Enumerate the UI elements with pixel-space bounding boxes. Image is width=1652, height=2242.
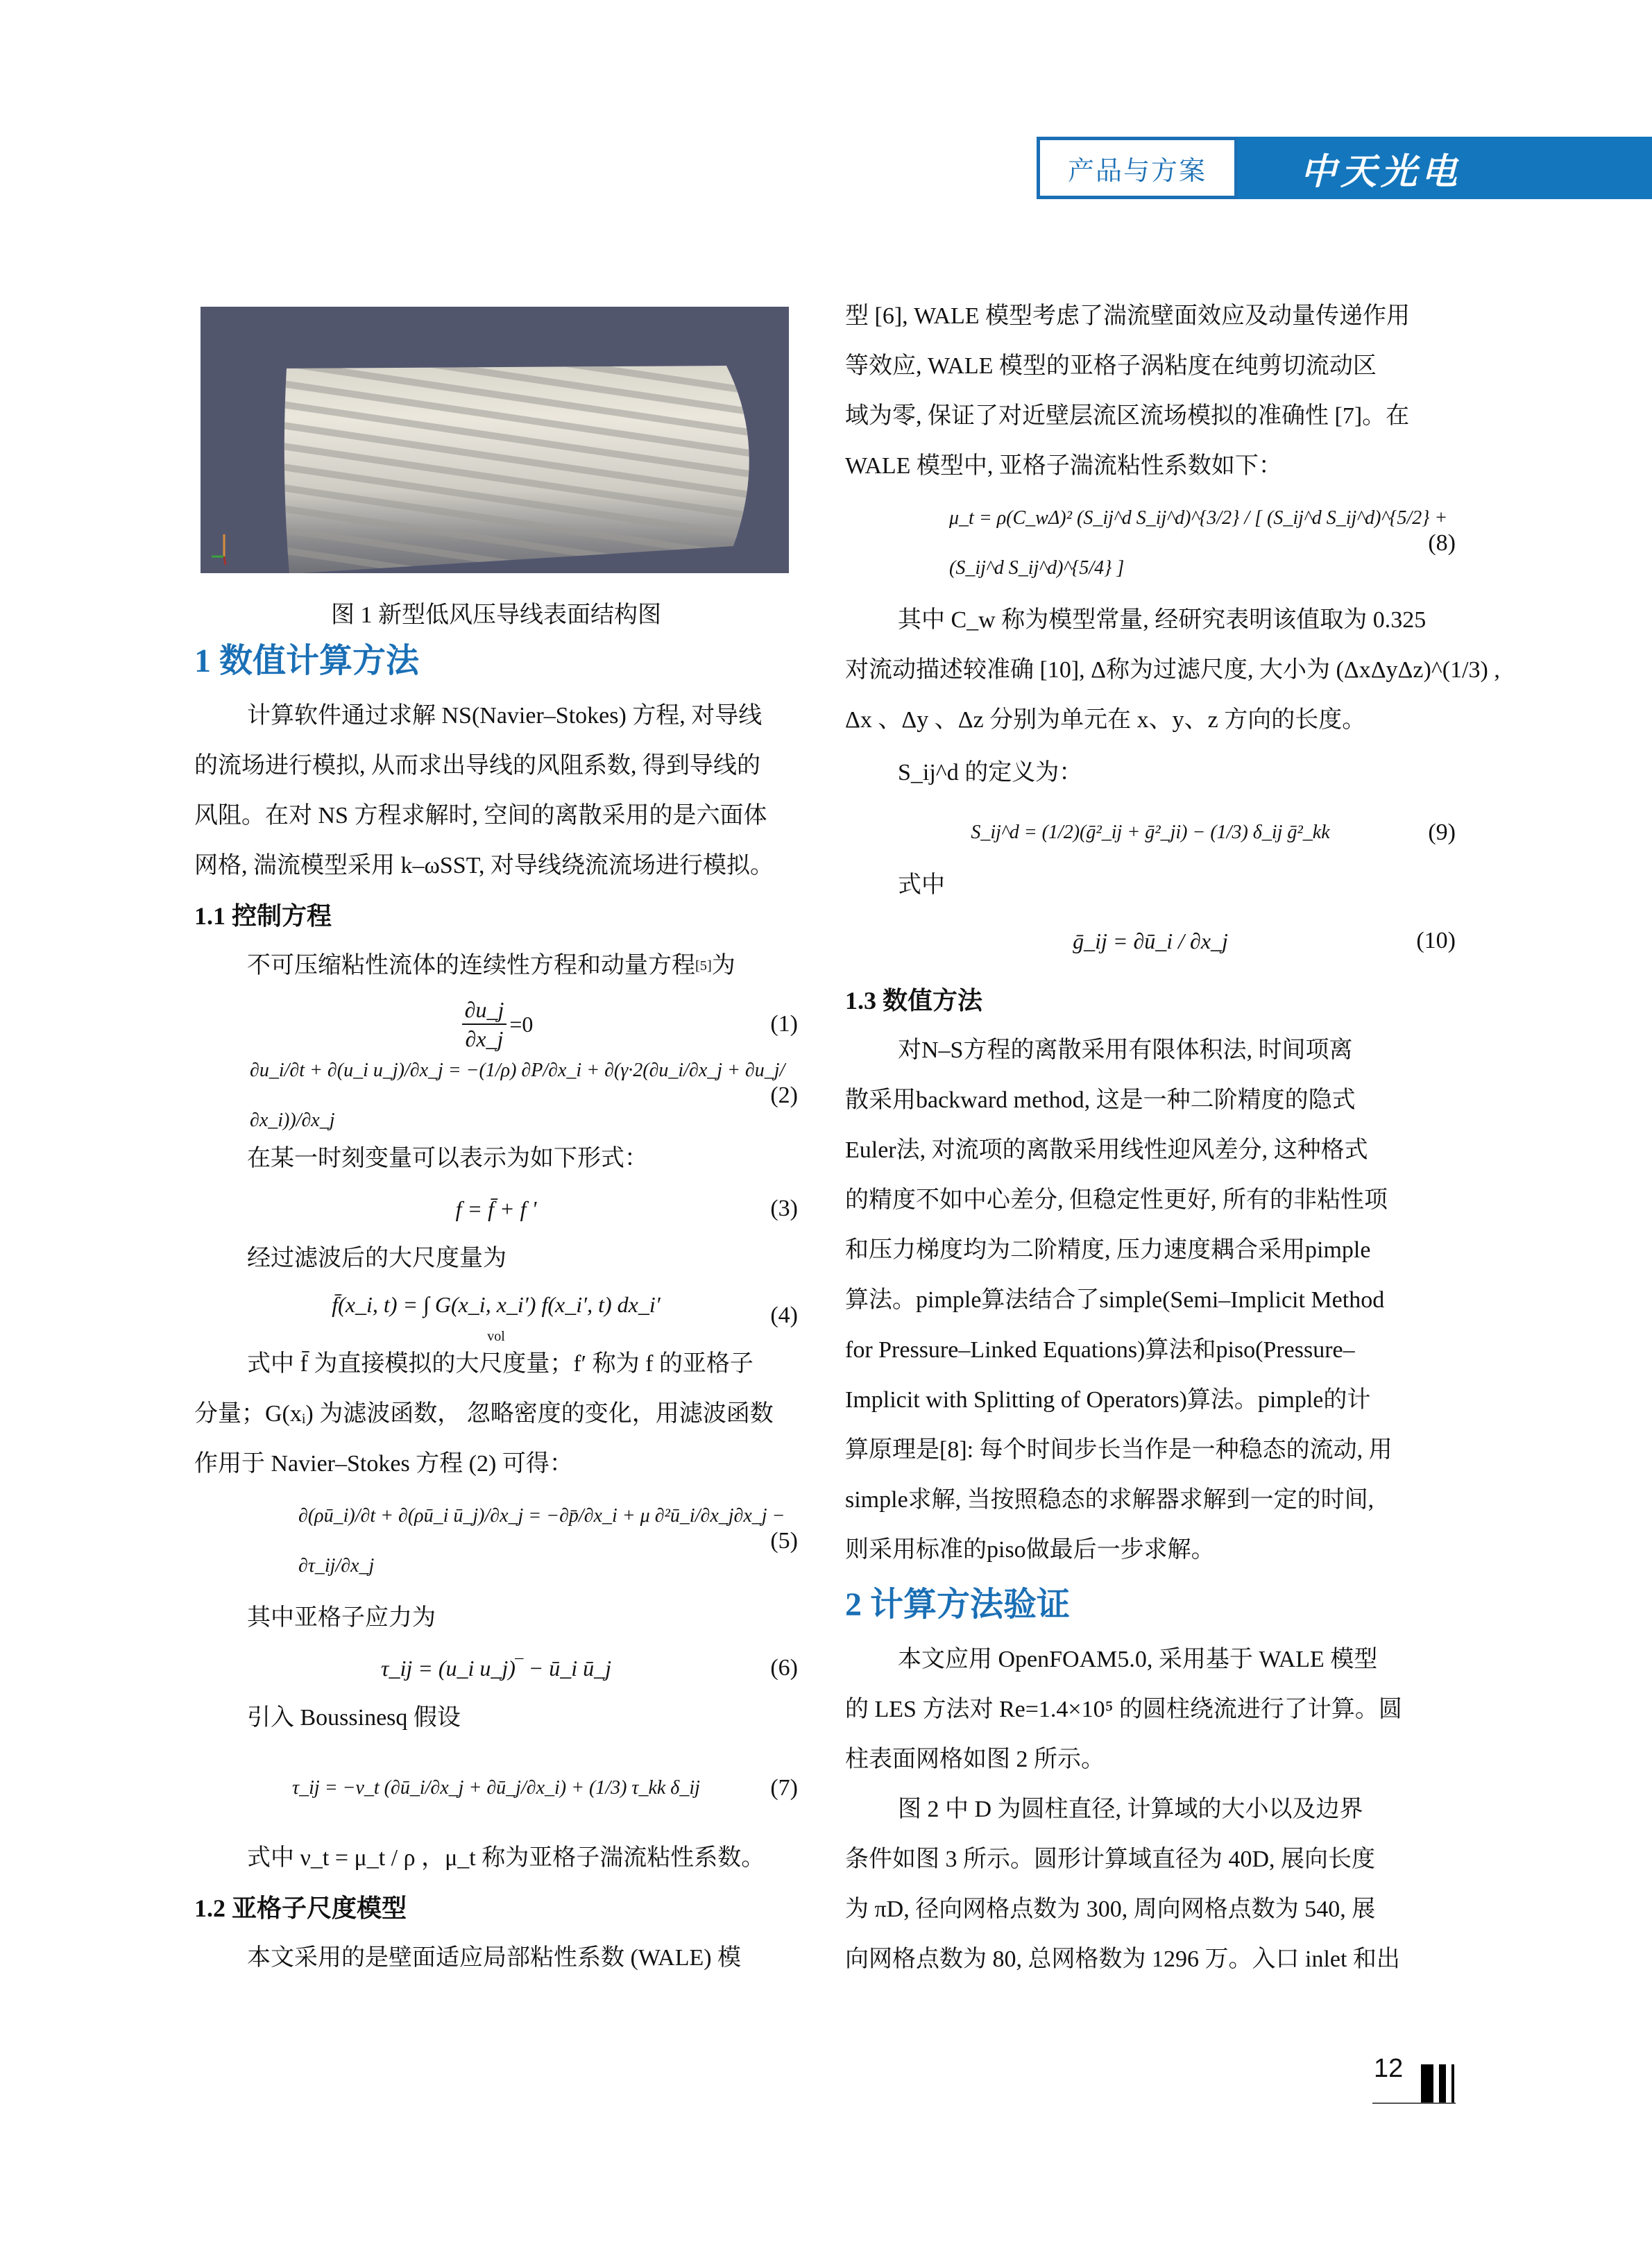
paragraph-line: Δx 、Δy 、Δz 分别为单元在 x、y、z 方向的长度。 xyxy=(845,707,1366,733)
paragraph-line: 的精度不如中心差分, 但稳定性更好, 所有的非粘性项 xyxy=(845,1187,1388,1213)
paragraph-line: Implicit with Splitting of Operators)算法。pimple的计 xyxy=(845,1387,1371,1413)
equation-number: (8) xyxy=(1428,530,1456,556)
paragraph-line: 柱表面网格如图 2 所示。 xyxy=(845,1747,1105,1772)
paragraph-line: 算原理是[8]: 每个时间步长当作是一种稳态的流动, 用 xyxy=(845,1437,1393,1463)
paragraph-line: S_ij^d 的定义为： xyxy=(898,760,1083,785)
paragraph-line: 等效应, WALE 模型的亚格子涡粘度在纯剪切流动区 xyxy=(845,353,1377,379)
equation-body: f̄(x_i, t) = ∫ G(x_i, x_i′) f(x_i′, t) dx_i′ xyxy=(332,1292,661,1317)
citation: [5] xyxy=(695,958,712,974)
paragraph-line: WALE 模型中, 亚格子湍流粘性系数如下： xyxy=(845,453,1282,479)
section-label xyxy=(1037,137,1238,199)
left-column xyxy=(194,631,798,1983)
page-bar-decoration xyxy=(1451,2064,1454,2103)
paragraph-line: 对流动描述较准确 [10], Δ称为过滤尺度, 大小为 (ΔxΔyΔz)^(1/3) , xyxy=(845,657,1500,683)
equation-body: f = f̄ + f ' xyxy=(455,1196,537,1221)
equation-5 xyxy=(194,1489,798,1593)
equation-9 xyxy=(845,801,1456,865)
subsection-1-1-heading: 1.1 控制方程 xyxy=(194,902,332,930)
brand-banner xyxy=(1238,137,1652,199)
section-label-text: 产品与方案 xyxy=(1067,155,1207,186)
numerator: ∂u_j xyxy=(462,996,507,1025)
denominator: ∂x_j xyxy=(465,1026,504,1051)
equation-4 xyxy=(194,1284,798,1344)
paragraph-line: 算法。pimple算法结合了simple(Semi–Implicit Method xyxy=(845,1287,1385,1313)
equation-8 xyxy=(845,491,1456,595)
paragraph-line: 对N–S方程的离散采用有限体积法, 时间项离 xyxy=(898,1037,1353,1063)
equation-body: ḡ_ij = ∂ū_i / ∂x_j xyxy=(1073,928,1228,953)
equation-number: (2) xyxy=(770,1082,798,1108)
paragraph-line: for Pressure–Linked Equations)算法和piso(Pressure– xyxy=(845,1337,1355,1363)
equation-number: (5) xyxy=(770,1528,798,1554)
equation-number: (3) xyxy=(770,1196,798,1221)
paragraph-line: 则采用标准的piso做最后一步求解。 xyxy=(845,1537,1215,1563)
paragraph-line: 作用于 Navier–Stokes 方程 (2) 可得： xyxy=(194,1451,573,1477)
subsection-1-2-heading: 1.2 亚格子尺度模型 xyxy=(194,1894,407,1922)
page-number: 12 xyxy=(1374,2054,1404,2083)
paragraph-line: 本文应用 OpenFOAM5.0, 采用基于 WALE 模型 xyxy=(898,1647,1378,1672)
paragraph-line: 在某一时刻变量可以表示为如下形式： xyxy=(247,1146,648,1171)
section-1-heading: 1 数值计算方法 xyxy=(194,643,420,679)
paragraph-line: 风阻。在对 NS 方程求解时, 空间的离散采用的是六面体 xyxy=(194,803,767,829)
axes-triad-icon xyxy=(209,529,237,570)
paragraph-line: 式中 f̄ 为直接模拟的大尺度量；f′ 称为 f 的亚格子 xyxy=(247,1351,753,1377)
integral-subscript: vol xyxy=(487,1329,505,1344)
equation-number: (9) xyxy=(1428,819,1456,845)
figure-1-image xyxy=(201,307,789,573)
equation-2 xyxy=(194,1058,798,1134)
paragraph-line: simple求解, 当按照稳态的求解器求解到一定的时间, xyxy=(845,1487,1374,1513)
equation-rhs: =0 xyxy=(509,1012,534,1037)
equation-number: (6) xyxy=(770,1655,798,1681)
subsection-1-3-heading: 1.3 数值方法 xyxy=(845,987,983,1014)
paragraph-line: Euler法, 对流项的离散采用线性迎风差分, 这种格式 xyxy=(845,1137,1368,1163)
equation-body: τ_ij = (u_i u_j)‾ − ū_i ū_j xyxy=(381,1656,611,1681)
text: 不可压缩粘性流体的连续性方程和动量方程 xyxy=(247,953,695,978)
paragraph-line: 散采用backward method, 这是一种二阶精度的隐式 xyxy=(845,1087,1356,1113)
paragraph-line: 域为零, 保证了对近壁层流区流场模拟的准确性 [7]。在 xyxy=(845,403,1410,429)
fraction xyxy=(462,996,507,1053)
twisted-conductor-render xyxy=(282,366,761,573)
paragraph-line: 的 LES 方法对 Re=1.4×10⁵ 的圆柱绕流进行了计算。圆 xyxy=(845,1697,1402,1722)
paragraph-line: 计算软件通过求解 NS(Navier–Stokes) 方程, 对导线 xyxy=(247,703,763,729)
paragraph-line: 分量；G(xᵢ) 为滤波函数， 忽略密度的变化，用滤波函数 xyxy=(194,1401,774,1427)
paragraph-line: 引入 Boussinesq 假设 xyxy=(247,1705,461,1731)
equation-10 xyxy=(845,906,1456,976)
figure-1-caption: 图 1 新型低风压导线表面结构图 xyxy=(331,602,661,628)
equation-body: μ_t = ρ(C_wΔ)² (S_ij^d S_ij^d)^{3/2} / [ (S_ij^d S_ij^d)^{5/2} + (S_ij^d S_ij^d)^{5/4} ] xyxy=(949,507,1448,579)
paragraph-line: 其中亚格子应力为 xyxy=(247,1605,436,1631)
paragraph-line: 网格, 湍流模型采用 k–ωSST, 对导线绕流流场进行模拟。 xyxy=(194,853,774,878)
paragraph-line: 式中 ν_t = μ_t / ρ ，μ_t 称为亚格子湍流粘性系数。 xyxy=(247,1845,765,1871)
paragraph-line: 本文采用的是壁面适应局部粘性系数 (WALE) 模 xyxy=(247,1945,742,1971)
text: 为 xyxy=(711,953,735,978)
paragraph-line: 型 [6], WALE 模型考虑了湍流壁面效应及动量传递作用 xyxy=(845,303,1411,329)
equation-3 xyxy=(194,1184,798,1234)
paragraph-line: 向网格点数为 80, 总网格数为 1296 万。入口 inlet 和出 xyxy=(845,1946,1400,1972)
brand-logo-text: 中天光电 xyxy=(1300,150,1462,193)
equation-number: (10) xyxy=(1416,928,1456,953)
paragraph-line: 为 πD, 径向网格点数为 300, 周向网格点数为 540, 展 xyxy=(845,1896,1376,1922)
equation-body: ∂(ρū_i)/∂t + ∂(ρū_i ū_j)/∂x_j = −∂p̄/∂x_i + μ ∂²ū_i/∂x_j∂x_j − ∂τ_ij/∂x_j xyxy=(298,1505,785,1577)
equation-body: S_ij^d = (1/2)(ḡ²_ij + ḡ²_ji) − (1/3) δ_ij ḡ²_kk xyxy=(971,822,1330,843)
page-footer-rule xyxy=(1372,2103,1456,2104)
paragraph-line: 图 2 中 D 为圆柱直径, 计算域的大小以及边界 xyxy=(898,1797,1363,1822)
page-bar-decoration xyxy=(1439,2064,1446,2103)
paragraph-line xyxy=(194,941,798,991)
right-column xyxy=(845,291,1500,1985)
section-2-heading: 2 计算方法验证 xyxy=(845,1586,1071,1623)
paragraph-line: 和压力梯度均为二阶精度, 压力速度耦合采用pimple xyxy=(845,1237,1371,1263)
equation-7 xyxy=(194,1743,798,1833)
paragraph-line: 其中 C_w 称为模型常量, 经研究表明该值取为 0.325 xyxy=(898,607,1427,633)
equation-number: (1) xyxy=(770,1011,798,1037)
equation-body: τ_ij = −ν_t (∂ū_i/∂x_j + ∂ū_j/∂x_i) + (1/3) τ_kk δ_ij xyxy=(292,1777,700,1799)
equation-body: ∂u_i/∂t + ∂(u_i u_j)/∂x_j = −(1/ρ) ∂P/∂x_i + ∂(γ·2(∂u_i/∂x_j + ∂u_j/∂x_i))/∂x_j xyxy=(250,1060,785,1131)
paragraph-line: 条件如图 3 所示。圆形计算域直径为 40D, 展向长度 xyxy=(845,1846,1376,1872)
equation-6 xyxy=(194,1643,798,1693)
paragraph-line: 的流场进行模拟, 从而求出导线的风阻系数, 得到导线的 xyxy=(194,753,760,779)
paragraph-line: 经过滤波后的大尺度量为 xyxy=(247,1246,506,1271)
paragraph-line: 式中 xyxy=(898,872,945,898)
page-bar-decoration xyxy=(1421,2064,1433,2103)
equation-number: (7) xyxy=(770,1775,798,1801)
equation-number: (4) xyxy=(770,1302,798,1328)
